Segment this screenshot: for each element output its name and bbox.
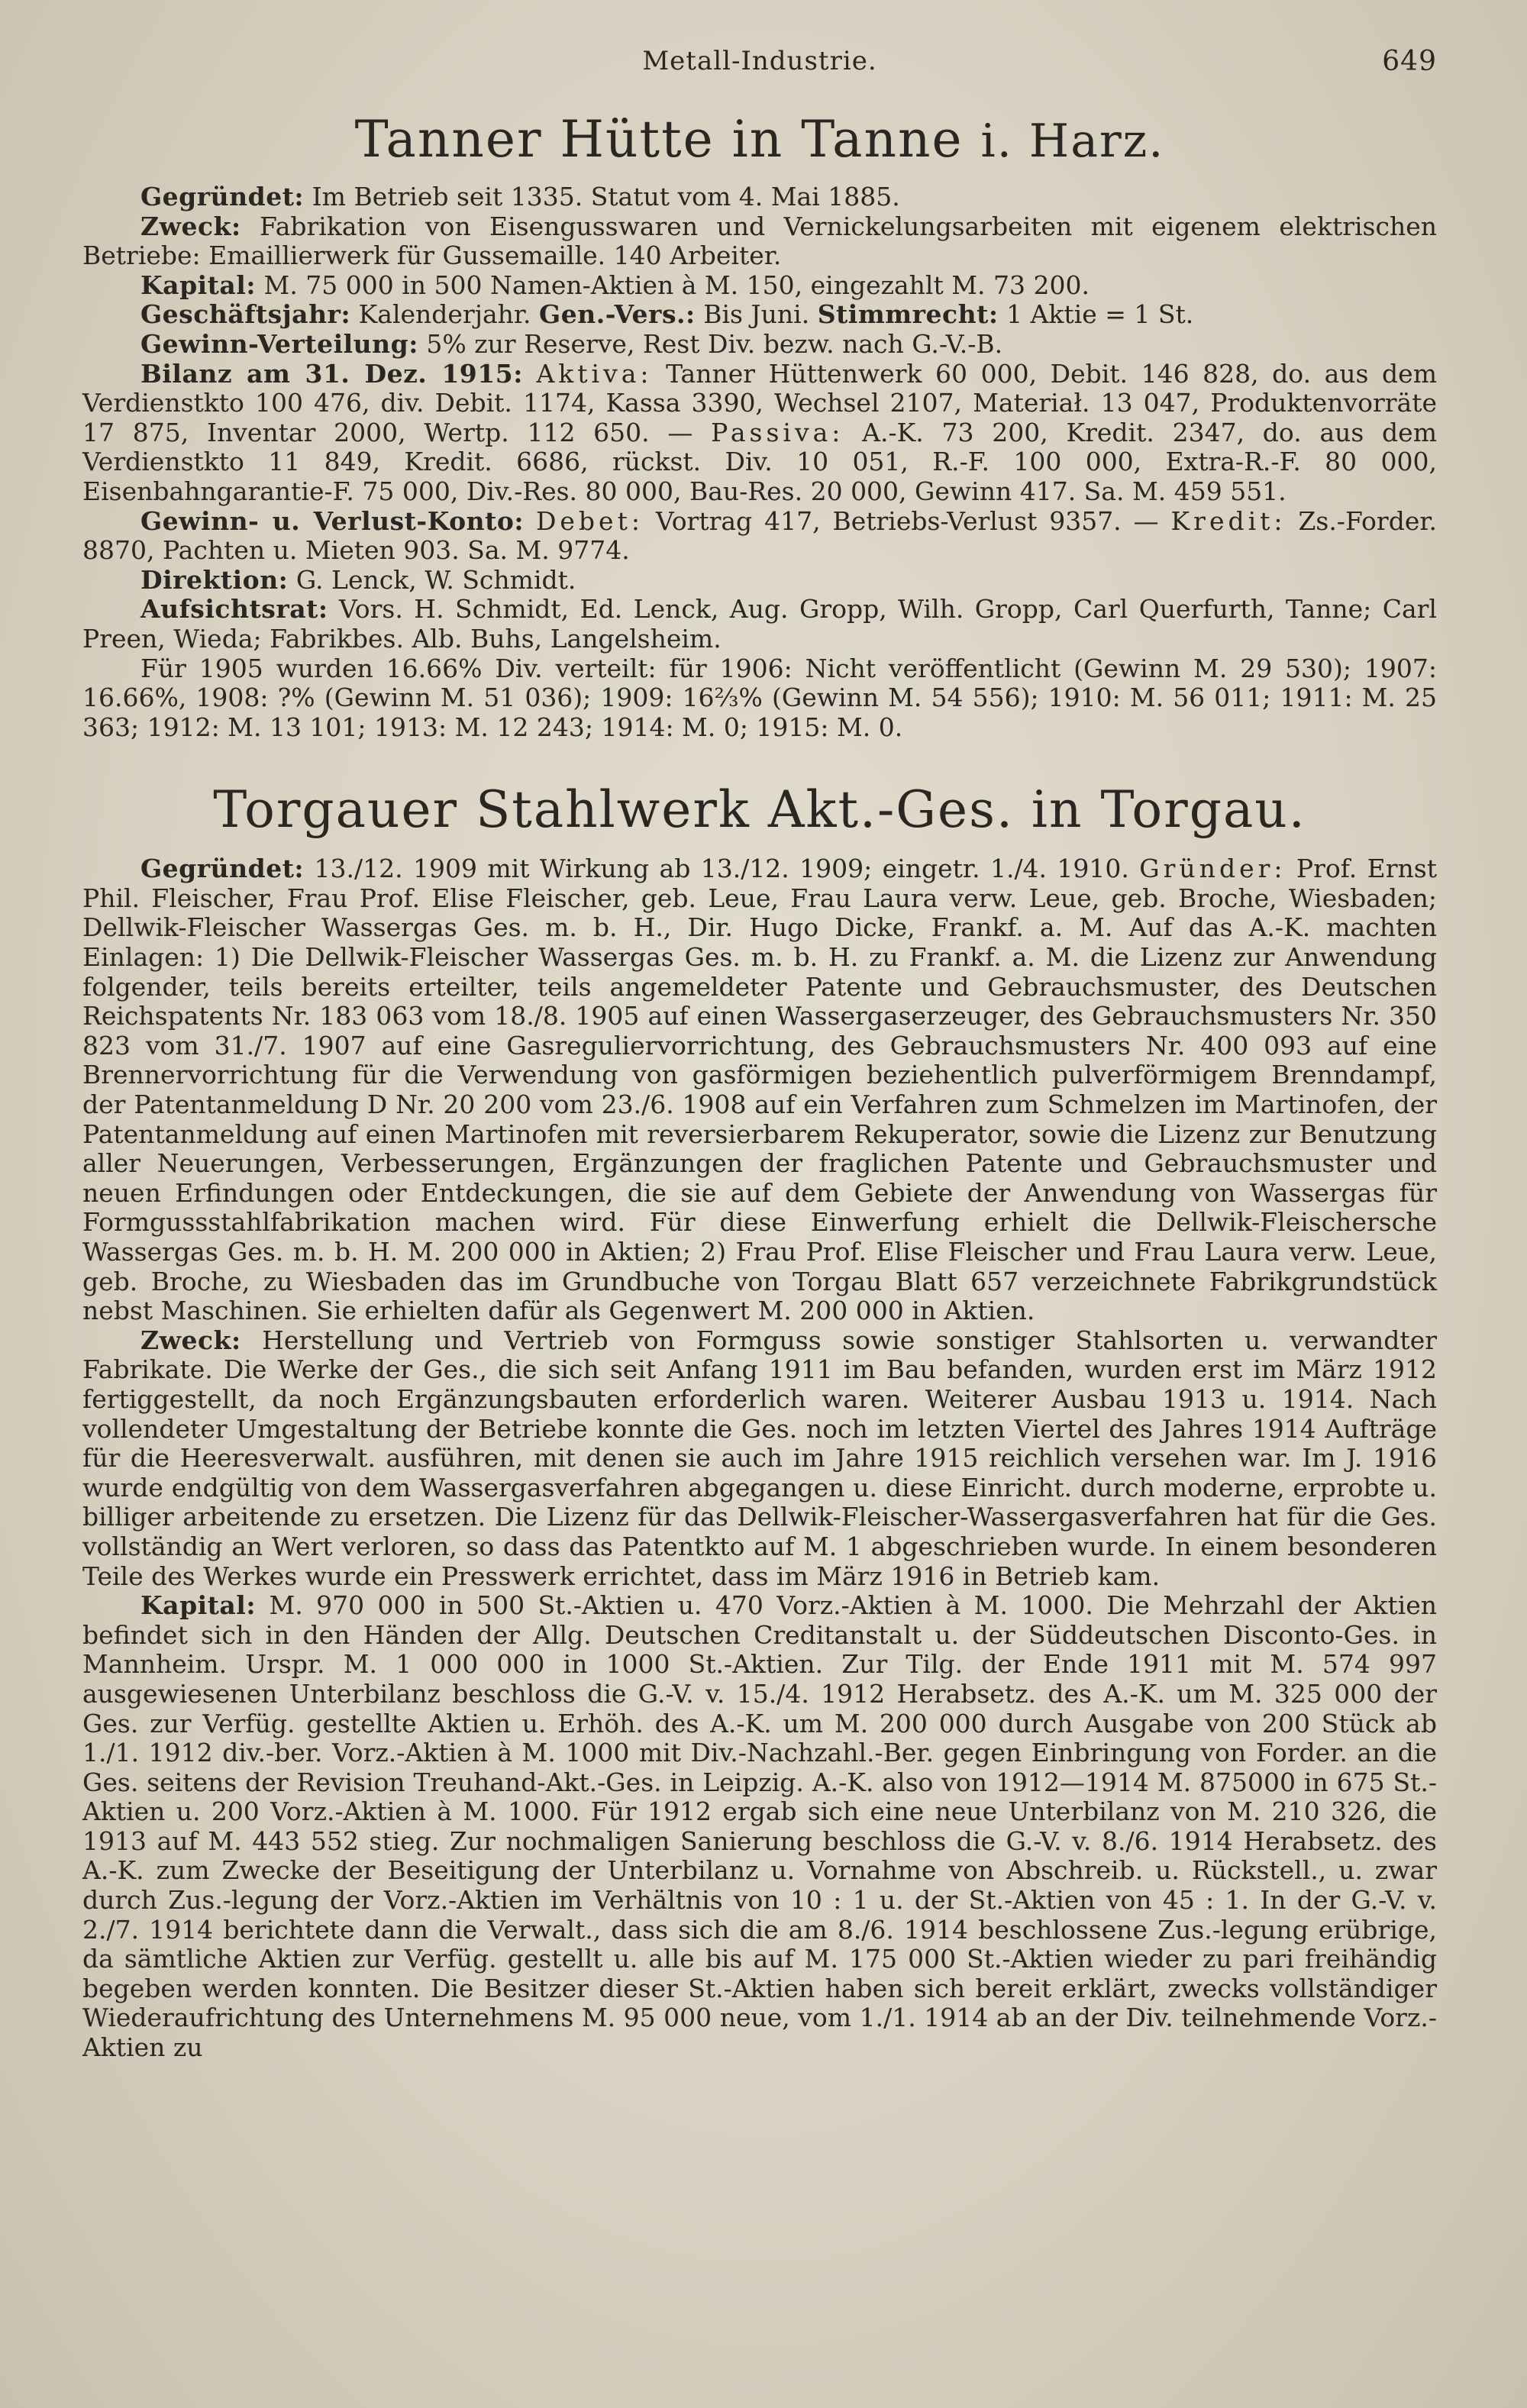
company-name: Tanner Hütte in Tanne <box>354 110 964 169</box>
geschaeftsjahr-line: Geschäftsjahr: Kalenderjahr. Gen.-Vers.: Bis Juni. Stimmrecht: 1 Aktie = 1 St. <box>140 299 1194 330</box>
guv-paragraph: Gewinn- u. Verlust-Konto: Debet: Vortrag 417, Betriebs-Verlust 9357. — Kredit: Zs.-Forder. 8870, Pachten u. Mieten 903. Sa. M. 9774. <box>82 505 1437 566</box>
company-heading-tanner <box>82 110 1437 169</box>
entry-tanner <box>82 182 1437 742</box>
direktion-line: Direktion: G. Lenck, W. Schmidt. <box>140 564 576 595</box>
company-name: Torgauer Stahlwerk Akt.-Ges. in Torgau. <box>213 780 1306 840</box>
kapital-line: Kapital: M. 75 000 in 500 Namen-Aktien à M. 150, eingezahlt M. 73 200. <box>140 270 1090 300</box>
running-title: Metall-Industrie. <box>642 46 877 76</box>
page-number: 649 <box>1382 46 1437 77</box>
zweck-line: Zweck: Fabrikation von Eisengusswaren und Vernickelungsarbeiten mit eigenem elektrischen Betriebe: Emaillierwerk für Gussemaille. 140 Arbeiter. <box>82 211 1437 271</box>
dividenden-paragraph: Für 1905 wurden 16.66% Div. verteilt: für 1906: Nicht veröffentlicht (Gewinn M. 29 530); 1907: 16.66%, 1908: ?% (Gewinn M. 51 036); 1909: 16⅔% (Gewinn M. 54 556); 1910: M. 56 011; 1911: M. 25 363; 1912: M. 13 101; 1913: M. 12 243; 1914: M. 0; 1915: M. 0. <box>82 653 1437 742</box>
aufsichtsrat-line: Aufsichtsrat: Vors. H. Schmidt, Ed. Lenck, Aug. Gropp, Wilh. Gropp, Carl Querfurth, Tanne; Carl Preen, Wieda; Fabrikbes. Alb. Buhs, Langelsheim. <box>82 594 1437 654</box>
bilanz-paragraph: Bilanz am 31. Dez. 1915: Aktiva: Tanner Hüttenwerk 60 000, Debit. 146 828, do. aus dem Verdienstkto 100 476, div. Debit. 1174, Kassa 3390, Wechsel 2107, Materiał. 13 047, Produktenvorräte 17 875, Inventar 2000, Wertp. 112 650. — Passiva: A.-K. 73 200, Kredit. 2347, do. aus dem Verdienstkto 11 849, Kredit. 6686, rückst. Div. 10 051, R.-F. 100 000, Extra-R.-F. 80 000, Eisenbahngarantie-F. 75 000, Div.-Res. 80 000, Bau-Res. 20 000, Gewinn 417. Sa. M. 459 551. <box>82 358 1437 506</box>
company-location: i. Harz. <box>980 115 1165 168</box>
company-heading-torgau <box>82 780 1437 839</box>
gewinn-verteilung-line: Gewinn-Verteilung: 5% zur Reserve, Rest Div. bezw. nach G.-V.-B. <box>140 328 1003 359</box>
entry-torgau <box>82 854 1437 2062</box>
kapital-paragraph: Kapital: M. 970 000 in 500 St.-Aktien u. 470 Vorz.-Aktien à M. 1000. Die Mehrzahl der Aktien befindet sich in den Händen der Allg. Deutschen Creditanstalt u. der Süddeutschen Disconto-Ges. in Mannheim. Urspr. M. 1 000 000 in 1000 St.-Aktien. Zur Tilg. der Ende 1911 mit M. 574 997 ausgewiesenen Unterbilanz beschloss die G.-V. v. 15./4. 1912 Herabsetz. des A.-K. um M. 325 000 der Ges. zur Verfüg. gestellte Aktien u. Erhöh. des A.-K. um M. 200 000 durch Ausgabe von 200 Stück ab 1./1. 1912 div.-ber. Vorz.-Aktien à M. 1000 mit Div.-Nachzahl.-Ber. gegen Einbringung von Forder. an die Ges. seitens der Revision Treuhand-Akt.-Ges. in Leipzig. A.-K. also von 1912—1914 M. 875000 in 675 St.-Aktien u. 200 Vorz.-Aktien à M. 1000. Für 1912 ergab sich eine neue Unterbilanz von M. 210 326, die 1913 auf M. 443 552 stieg. Zur nochmaligen Sanierung beschloss die G.-V. v. 8./6. 1914 Herabsetz. des A.-K. zum Zwecke der Beseitigung der Unterbilanz u. Vornahme von Abschreib. u. Rückstell., u. zwar durch Zus.-legung der Vorz.-Aktien im Verhältnis von 10 : 1 u. der St.-Aktien von 45 : 1. In der G.-V. v. 2./7. 1914 berichtete dann die Verwalt., dass sich die am 8./6. 1914 beschlossene Zus.-legung erübrige, da sämtliche Aktien zur Verfüg. gestellt u. alle bis auf M. 175 000 St.-Aktien wieder zu pari freihändig begeben werden konnten. Die Besitzer dieser St.-Aktien haben sich bereit erklärt, zwecks vollständiger Wiederaufrichtung des Unternehmens M. 95 000 neue, vom 1./1. 1914 ab an der Div. teilnehmende Vorz.-Aktien zu <box>82 1590 1437 2063</box>
gegruendet-paragraph: Gegründet: 13./12. 1909 mit Wirkung ab 13./12. 1909; eingetr. 1./4. 1910. Gründer: Prof. Ernst Phil. Fleischer, Frau Prof. Elise Fleischer, geb. Leue, Frau Laura verw. Leue, geb. Broche, Wiesbaden; Dellwik-Fleischer Wassergas Ges. m. b. H., Dir. Hugo Dicke, Frankf. a. M. Auf das A.-K. machten Einlagen: 1) Die Dellwik-Fleischer Wassergas Ges. m. b. H. zu Frankf. a. M. die Lizenz zur Anwendung folgender, teils bereits erteilter, teils angemeldeter Patente und Gebrauchsmuster, des Deutschen Reichspatents Nr. 183 063 vom 18./8. 1905 auf einen Wassergaserzeuger, des Gebrauchsmusters Nr. 350 823 vom 31./7. 1907 auf eine Gasreguliervorrichtung, des Gebrauchsmusters Nr. 400 093 auf eine Brennervorrichtung für die Verwendung von gasförmigen beziehentlich pulverförmigem Brenndampf, der Patentanmeldung D Nr. 20 200 vom 23./6. 1908 auf ein Verfahren zum Schmelzen im Martinofen, der Patentanmeldung auf einen Martinofen mit reversierbarem Rekuperator, sowie die Lizenz zur Benutzung aller Neuerungen, Verbesserungen, Ergänzungen der fraglichen Patente und Gebrauchsmuster und neuen Erfindungen oder Entdeckungen, die sie auf dem Gebiete der Anwendung von Wassergas für Formgussstahlfabrikation machen wird. Für diese Einwerfung erhielt die Dellwik-Fleischersche Wassergas Ges. m. b. H. M. 200 000 in Aktien; 2) Frau Prof. Elise Fleischer und Frau Laura verw. Leue, geb. Broche, zu Wiesbaden das im Grundbuche von Torgau Blatt 657 verzeichnete Fabrikgrundstück nebst Maschinen. Sie erhielten dafür als Gegenwert M. 200 000 in Aktien. <box>82 854 1437 1326</box>
zweck-paragraph: Zweck: Herstellung und Vertrieb von Formguss sowie sonstiger Stahlsorten u. verwandter Fabrikate. Die Werke der Ges., die sich seit Anfang 1911 im Bau befanden, wurden erst im März 1912 fertiggestellt, da noch Ergänzungsbauten erforderlich waren. Weiterer Ausbau 1913 u. 1914. Nach vollendeter Umgestaltung der Betriebe konnte die Ges. noch im letzten Viertel des Jahres 1914 Aufträge für die Heeresverwalt. ausführen, mit denen sie auch im Jahre 1915 reichlich versehen war. Im J. 1916 wurde endgültig von dem Wassergasverfahren abgegangen u. diese Einricht. durch moderne, erprobte u. billiger arbeitende zu ersetzen. Die Lizenz für das Dellwik-Fleischer-Wassergasverfahren hat für die Ges. vollständig an Wert verloren, so dass das Patentkto auf M. 1 abgeschrieben wurde. In einem besonderen Teile des Werkes wurde ein Presswerk errichtet, dass im März 1916 in Betrieb kam. <box>82 1325 1437 1591</box>
running-head <box>82 40 1437 86</box>
gegruendet-line: Gegründet: Im Betrieb seit 1335. Statut vom 4. Mai 1885. <box>140 182 900 211</box>
